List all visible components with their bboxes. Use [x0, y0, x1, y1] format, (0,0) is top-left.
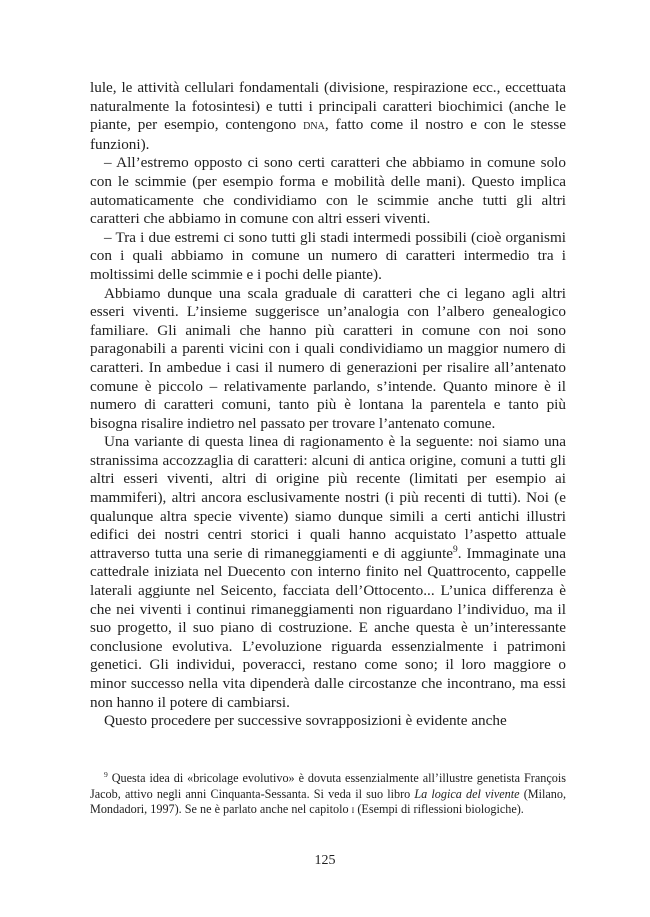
footnote-reference: 9	[453, 544, 458, 555]
chapter-number: i	[351, 804, 355, 816]
footnote-9: $^9$ Questa idea di «bricolage evolutivo» è dovuta essenzialmente all’illustre genetista François Jacob, attivo negli anni Cinquanta-Sessanta. Si veda il suo libro La logica del vivente (Milano, Mondadori, 1997). Se ne è parlato anche nel capitolo i (Esempi di riflessioni biologiche).	[90, 769, 566, 816]
body-text	[90, 79, 566, 731]
book-title: La logica del vivente	[414, 786, 520, 801]
paragraph-3: – Tra i due estremi ci sono tutti gli stadi intermedi possibili (cioè organismi con i quali abbiamo in comune un numero di caratteri intermedio tra i moltissimi delle scimmie e i pochi delle piante).	[90, 228, 566, 283]
footnote	[90, 771, 566, 819]
paragraph-1: lule, le attività cellulari fondamentali (divisione, respirazione ecc., eccettuata naturalmente la fotosintesi) e tutti i principali caratteri biochimici (anche le piante, per esempio, contengono dna, fatto come il nostro e con le stesse funzioni).	[90, 79, 566, 153]
paragraph-6: Questo procedere per successive sovrapposizioni è evidente anche	[104, 712, 507, 730]
dna-abbreviation: dna	[303, 118, 325, 134]
page-number: 125	[314, 853, 336, 868]
paragraph-2: – All’estremo opposto ci sono certi caratteri che abbiamo in comune solo con le scimmie (per esempio forma e mobilità delle mani). Questo implica automaticamente che condividiamo con le scimmie anche tutti gli altri caratteri che abbiamo in comune con altri esseri viventi.	[90, 154, 566, 228]
paragraph-4: Abbiamo dunque una scala graduale di caratteri che ci legano agli altri esseri viventi. L’insieme suggerisce un’analogia con l’albero genealogico familiare. Gli animali che hanno più caratteri in comune con noi sono paragonabili a parenti vicini con i quali condividiamo un maggior numero di caratteri. In ambedue i casi il numero di generazioni per risalire all’antenato comune è piccolo – relativamente parlando, s’intende. Quanto minore è il numero di caratteri comuni, tanto più è lontana la parentela e tanto più bisogna risalire indietro nel passato per trovare l’antenato comune.	[90, 284, 566, 432]
paragraph-5: Una variante di questa linea di ragionamento è la seguente: noi siamo una stranissima accozzaglia di caratteri: alcuni di antica origine, comuni a tutti gli altri esseri viventi, altri di origine più recente (limitati per esempio ai mammiferi), altri ancora esclusivamente nostri (i più recenti di tutti). Noi (e qualunque altra specie vivente) siamo dunque simili a certi antichi illustri edifici dei nostri centri storici i quali hanno acquistato l’aspetto attuale attraverso tutta una serie di rimaneggiamenti e di aggiunte$^9$. Immaginate una cattedrale iniziata nel Duecento con interno finito nel Quattrocento, cappelle laterali aggiunte nel Seicento, facciata dell’Ottocento... L’unica differenza è che nei viventi i continui rimaneggiamenti non riguardano l’individuo, ma il suo progetto, il suo piano di costruzione. E anche questa è un’interessante conclusione evolutiva. L’evoluzione riguarda essenzialmente i patrimoni genetici. Gli individui, poveracci, restano come sono; il loro maggiore o minor successo nella vita dipenderà dalle circostanze che incontrano, ma essi non hanno il potere di cambiarsi.	[90, 433, 566, 711]
footnote-number: 9	[104, 769, 108, 779]
